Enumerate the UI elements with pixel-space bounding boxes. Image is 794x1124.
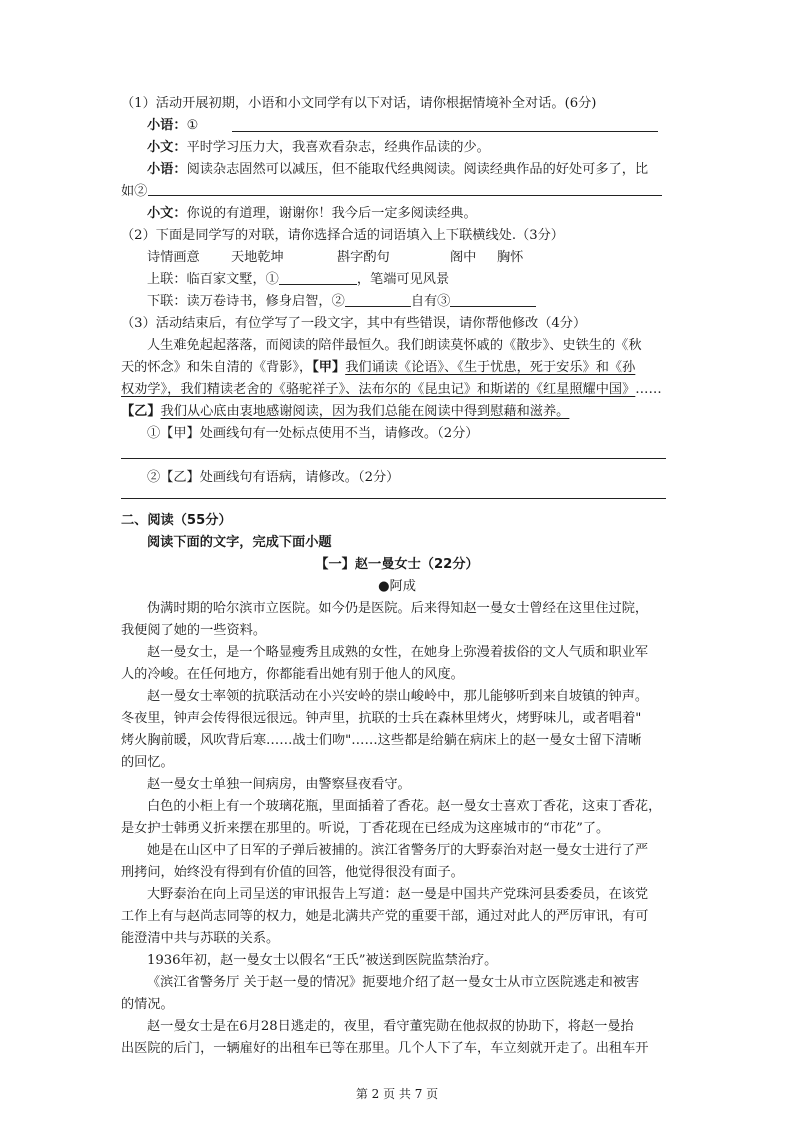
couplet-text: 下联：读万卷诗书，修身启智，② xyxy=(147,294,345,309)
speaker-xiaoyu: 小语： xyxy=(147,162,187,177)
q1-line4 xyxy=(147,203,477,225)
q3-para-line4 xyxy=(121,401,569,423)
q3-para-line2 xyxy=(121,357,635,379)
story-line: 伪满时期的哈尔滨市立医院。如今仍是医院。后来得知赵一曼女士曾经在这里住过院， xyxy=(147,601,649,616)
section-heading: 二、阅读（55分） xyxy=(121,513,232,528)
q3-sub1: ①【甲】处画线句有一处标点使用不当，请修改。（2分） xyxy=(147,426,479,441)
couplet-down xyxy=(147,291,536,313)
story-line: 赵一曼女士是在6月28日逃走的，夜里，看守董宪勋在他叔叔的协助下，将赵一曼抬 xyxy=(147,1019,634,1034)
underlined-sentence-jia: 权劝学》，我们精读老舍的《骆驼祥子》、法布尔的《昆虫记》和斯诺的《红星照耀中国》 xyxy=(121,382,636,397)
q1-line1 xyxy=(147,115,198,137)
story-line: 是女护士韩勇义折来摆在那里的。听说，丁香花现在已经成为这座城市的“市花”了。 xyxy=(121,821,610,836)
speaker-xiaowen: 小文： xyxy=(147,140,187,155)
dialogue-text: 平时学习压力大，我喜欢看杂志，经典作品读的少。 xyxy=(186,140,490,155)
story-line: 赵一曼女士，是一个略显瘦秀且成熟的女性，在她身上弥漫着拔俗的文人气质和职业军 xyxy=(147,645,649,660)
speaker-xiaoyu: 小语： xyxy=(147,118,187,133)
answer-blank-6[interactable] xyxy=(121,458,666,459)
story-line: 《滨江省警务厅 关于赵一曼的情况》扼要地介绍了赵一曼女士从市立医院逃走和被害 xyxy=(147,975,640,990)
mark-jia: 【甲】 xyxy=(312,360,346,375)
article-author: ●阿成 xyxy=(378,579,416,594)
mark-yi: 【乙】 xyxy=(121,404,161,419)
para-text: 天的怀念》和朱自清的《背影》， xyxy=(121,360,313,375)
answer-blank-7[interactable] xyxy=(121,498,666,499)
q1-line2 xyxy=(147,137,490,159)
article-title: 【一】赵一曼女士（22分） xyxy=(315,557,479,572)
story-line: 大野泰治在向上司呈送的审讯报告上写道：赵一曼是中国共产党珠河县委委员，在该党 xyxy=(147,887,649,902)
word-option-5: 胸怀 xyxy=(497,250,524,265)
para-text: …… xyxy=(635,382,662,397)
story-line: 烤火胸前暖，风吹背后寒……战士们吻"……这些都是给躺在病床上的赵一曼女士留下清晰 xyxy=(121,733,642,748)
q2-prompt: （2）下面是同学写的对联，请你选择合适的词语填入上下联横线处.（3分） xyxy=(121,228,564,243)
answer-blank-3[interactable] xyxy=(279,270,357,285)
q1-line3b: 如② xyxy=(121,184,148,199)
couplet-text: 上联：临百家文墅，① xyxy=(147,272,279,287)
answer-blank-5[interactable] xyxy=(450,292,536,307)
story-line: 的回忆。 xyxy=(121,755,174,770)
story-line: 的情况。 xyxy=(121,997,174,1012)
blank-marker-1: ① xyxy=(186,118,199,133)
answer-blank-1[interactable] xyxy=(232,131,658,132)
word-option-4: 阁中 xyxy=(450,250,477,265)
story-line: 工作上有与赵尚志同等的权力，她是北满共产党的重要干部，通过对此人的严厉审讯，有可 xyxy=(121,909,649,924)
story-line: 人的冷峻。在任何地方，你都能看出她有别于他人的风度。 xyxy=(121,667,464,682)
page-footer: 第 2 页 共 7 页 xyxy=(355,1087,439,1101)
couplet-up xyxy=(147,269,449,291)
story-line: 1936年初，赵一曼女士以假名“王氏”被送到医院监禁治疗。 xyxy=(147,953,498,968)
q3-prompt: （3）活动结束后，有位学写了一段文字，其中有些错误，请你帮他修改（4分） xyxy=(121,316,587,331)
answer-blank-4[interactable] xyxy=(345,292,411,307)
dialogue-text: 阅读杂志固然可以减压，但不能取代经典阅读。阅读经典作品的好处可多了，比 xyxy=(186,162,649,177)
q3-sub2: ②【乙】处画线句有语病，请修改。（2分） xyxy=(147,470,400,485)
answer-blank-2[interactable] xyxy=(148,195,662,196)
q1-prompt: （1）活动开展初期，小语和小文同学有以下对话，请你根据情境补全对话。(6分) xyxy=(121,96,597,111)
speaker-xiaowen: 小文： xyxy=(147,206,187,221)
underlined-sentence-jia: 我们诵读《论语》、《生于忧患，死于安乐》和《孙 xyxy=(345,360,636,375)
story-line: 刑拷问，始终没有得到有价值的回答，他觉得很没有面子。 xyxy=(121,865,464,880)
word-option-2: 天地乾坤 xyxy=(231,250,284,265)
story-line: 她是在山区中了日军的子弹后被捕的。滨江省警务厅的大野泰治对赵一曼女士进行了严 xyxy=(147,843,649,858)
story-line: 赵一曼女士单独一间病房，由警察昼夜看守。 xyxy=(147,777,411,792)
q3-para-line1: 人生难免起起落落，而阅读的陪伴最恒久。我们朗读莫怀戚的《散步》、史铁生的《秋 xyxy=(147,338,642,353)
couplet-text: ，笔端可见风景 xyxy=(356,272,450,287)
dialogue-text: 你说的有道理，谢谢你！我今后一定多阅读经典。 xyxy=(186,206,477,221)
story-line: 我便阅了她的一些资料。 xyxy=(121,623,267,638)
q3-para-line3 xyxy=(121,379,662,401)
story-line: 能澄清中共与苏联的关系。 xyxy=(121,931,280,946)
q1-line3 xyxy=(147,159,648,181)
story-line: 冬夜里，钟声会传得很远很远。钟声里，抗联的士兵在森林里烤火，烤野味儿，或者唱着" xyxy=(121,711,642,726)
story-line: 赵一曼女士率领的抗联活动在小兴安岭的崇山峻岭中，那儿能够听到来自坡镇的钟声。 xyxy=(147,689,649,704)
word-option-1: 诗情画意 xyxy=(147,250,200,265)
underlined-sentence-yi: 我们从心底由衷地感谢阅读，因为我们总能在阅读中得到慰藉和滋养。 xyxy=(160,404,570,419)
story-line: 出医院的后门，一辆雇好的出租车已等在那里。几个人下了车，车立刻就开走了。出租车开 xyxy=(121,1041,649,1056)
story-line: 白色的小柜上有一个玻璃花瓶，里面插着了香花。赵一曼女士喜欢丁香花，这束丁香花， xyxy=(147,799,662,814)
word-option-3: 斟字酌句 xyxy=(337,250,390,265)
couplet-text: 自有③ xyxy=(410,294,451,309)
section-instruction: 阅读下面的文字，完成下面小题 xyxy=(147,535,332,550)
